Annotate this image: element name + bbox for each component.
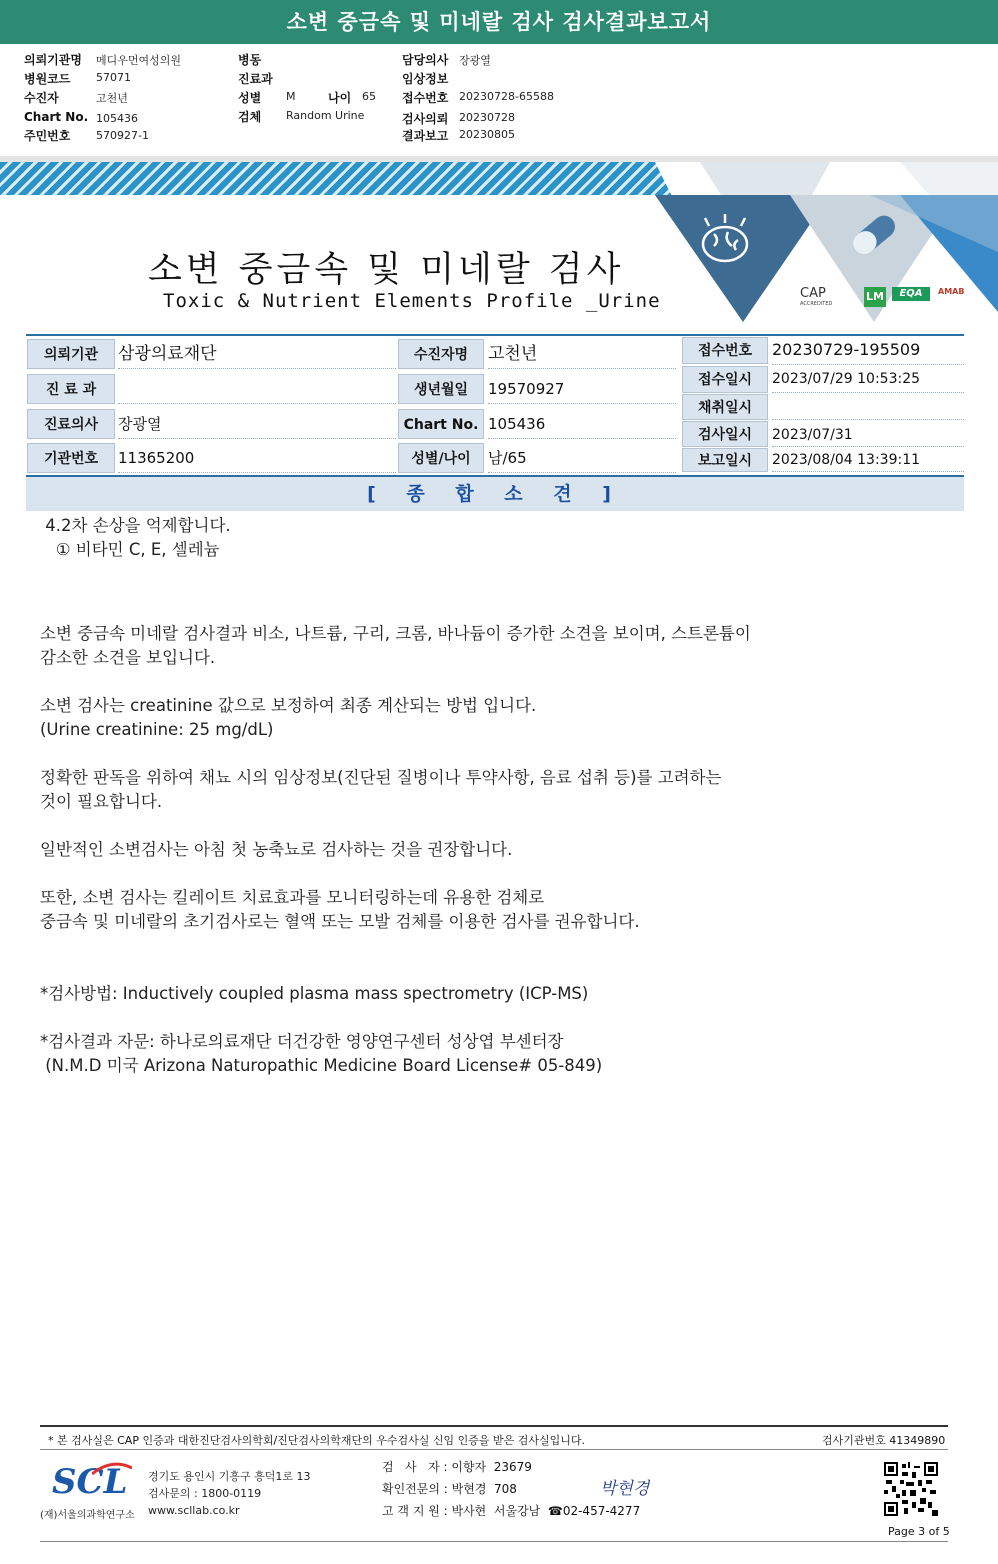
field-label: 의뢰기관 <box>27 339 115 369</box>
header-value: M <box>286 90 296 103</box>
header-value: 고천년 <box>96 92 128 105</box>
header-label: Chart No. <box>24 110 89 124</box>
opinion-line: *검사결과 자문: 하나로의료재단 더건강한 영양연구센터 성상엽 부센터장 <box>40 1032 564 1051</box>
lab-contact <box>148 1468 311 1519</box>
opinion-line: 정확한 판독을 위하여 채뇨 시의 임상정보(진단된 질병이나 투약사항, 음료 섭취 등)를 고려하는 <box>40 768 722 787</box>
field-value: 105436 <box>488 409 676 439</box>
lab-address: 경기도 용인시 기흥구 흥덕1로 13 <box>148 1470 311 1483</box>
header-value: 570927-1 <box>96 129 149 142</box>
amab-logo: AMAB <box>938 287 965 296</box>
signature: 박현경 <box>600 1479 650 1499</box>
spacer <box>40 562 940 586</box>
spacer <box>40 862 940 886</box>
header-label: 검체 <box>238 110 262 124</box>
opinion-line: 감소한 소견을 보입니다. <box>40 648 216 667</box>
lm-logo: LM <box>864 287 886 307</box>
opinion-line: ① 비타민 C, E, 셀레늄 <box>40 540 220 559</box>
header-label: 접수번호 <box>402 91 449 105</box>
header-label: 의뢰기관명 <box>24 53 82 67</box>
opinion-line: (N.M.D 미국 Arizona Naturopathic Medicine Board License# 05-849) <box>40 1056 603 1075</box>
opinion-line: 일반적인 소변검사는 아침 첫 농축뇨로 검사하는 것을 권장합니다. <box>40 840 513 859</box>
header-label: 성별 <box>238 91 262 105</box>
patient-header <box>0 44 998 157</box>
field-label: 접수일시 <box>682 366 768 393</box>
opinion-line: 중금속 및 미네랄의 초기검사로는 혈액 또는 모발 검체를 이용한 검사를 권유합니다. <box>40 912 640 931</box>
specialist: 확인전문의 : 박현경 708 <box>382 1482 517 1496</box>
spacer <box>40 934 940 958</box>
field-value <box>118 374 396 404</box>
opinion-line: *검사방법: Inductively coupled plasma mass spectrometry (ICP-MS) <box>40 984 589 1003</box>
opinion-line: 또한, 소변 검사는 킬레이트 치료효과를 모니터링하는데 유용한 검체로 <box>40 888 545 907</box>
spacer <box>40 670 940 694</box>
footer-divider <box>40 1541 948 1542</box>
field-value: 2023/07/29 10:53:25 <box>772 366 964 393</box>
field-value: 삼광의료재단 <box>118 339 396 369</box>
spacer <box>40 742 940 766</box>
header-label: 수진자 <box>24 91 59 105</box>
logo-swoosh-icon <box>92 1462 132 1476</box>
header-value: 메디우먼여성의원 <box>96 54 182 67</box>
field-label: 보고일시 <box>682 448 768 472</box>
field-label: 접수번호 <box>682 337 768 364</box>
spacer <box>40 586 940 610</box>
lab-website[interactable]: www.scllab.co.kr <box>148 1504 240 1517</box>
header-label: 진료과 <box>238 72 273 86</box>
header-value: 20230805 <box>459 128 515 141</box>
banner <box>0 162 998 334</box>
opinion-heading: [ 종 합 소 견 ] <box>26 475 964 511</box>
lab-name: (재)서울의과학연구소 <box>40 1510 135 1521</box>
field-label: 기관번호 <box>27 443 115 473</box>
customer-support: 고 객 지 원 : 박사현 서울강남 ☎02-457-4277 <box>382 1504 641 1518</box>
field-label: 채취일시 <box>682 394 768 420</box>
cap-logo-text: CAP <box>800 286 826 301</box>
header-label: 결과보고 <box>402 129 449 143</box>
field-label: 진 료 과 <box>27 374 115 404</box>
qr-code-icon <box>884 1462 938 1516</box>
header-label: 병동 <box>238 53 262 67</box>
header-value: 장광열 <box>459 54 491 67</box>
header-label: 검사의뢰 <box>402 112 449 126</box>
opinion-body <box>40 514 940 1078</box>
banner-title: 소변 중금속 및 미네랄 검사 <box>148 250 625 290</box>
opinion-line: 것이 필요합니다. <box>40 792 163 811</box>
accreditation-note: * 본 검사실은 CAP 인증과 대한진단검사의학회/진단검사의학재단의 우수검사실 신임 인증을 받은 검사실입니다. <box>48 1434 586 1447</box>
footer-divider <box>40 1449 948 1450</box>
scl-logo: SCL <box>52 1462 128 1502</box>
field-label: Chart No. <box>398 409 484 439</box>
field-label: 진료의사 <box>27 409 115 439</box>
field-value: 19570927 <box>488 374 676 404</box>
header-value: 20230728-65588 <box>459 90 554 103</box>
field-label: 성별/나이 <box>398 443 484 473</box>
spacer <box>40 958 940 982</box>
examiner: 검 사 자 : 이향자 23679 <box>382 1460 532 1474</box>
header-value: 105436 <box>96 112 138 125</box>
institution-code: 검사기관번호 41349890 <box>822 1434 946 1447</box>
cap-logo <box>800 286 832 307</box>
field-label: 수진자명 <box>398 339 484 369</box>
lab-phone: 검사문의 : 1800-0119 <box>148 1487 262 1500</box>
field-value: 장광열 <box>118 409 396 439</box>
header-value: 57071 <box>96 71 131 84</box>
header-value: Random Urine <box>286 109 365 122</box>
field-label: 검사일시 <box>682 421 768 447</box>
banner-subtitle: Toxic & Nutrient Elements Profile _Urine <box>163 290 661 312</box>
field-value: 남/65 <box>488 443 676 473</box>
header-label: 주민번호 <box>24 129 71 143</box>
opinion-line: 소변 검사는 creatinine 값으로 보정하여 최종 계산되는 방법 입니다. <box>40 696 537 715</box>
header-value: 20230728 <box>459 111 515 124</box>
page-number: Page 3 of 5 <box>888 1525 950 1538</box>
cap-accredited-text: ACCREDITED <box>800 301 833 307</box>
footer-rule <box>40 1425 948 1427</box>
field-value: 2023/07/31 <box>772 421 964 447</box>
field-value: 20230729-195509 <box>772 335 964 365</box>
opinion-line: (Urine creatinine: 25 mg/dL) <box>40 720 274 739</box>
field-value <box>772 394 964 420</box>
field-label: 생년월일 <box>398 374 484 404</box>
opinion-line: 4.2차 손상을 억제합니다. <box>40 516 231 535</box>
field-value: 고천년 <box>488 339 676 369</box>
field-value: 2023/08/04 13:39:11 <box>772 448 964 472</box>
spacer <box>40 1006 940 1030</box>
header-label: 병원코드 <box>24 72 71 86</box>
header-label: 임상정보 <box>402 72 449 86</box>
field-value: 11365200 <box>118 443 396 473</box>
header-value: 65 <box>362 90 376 103</box>
eqa-logo: EQA <box>892 287 930 301</box>
opinion-line: 소변 중금속 미네랄 검사결과 비소, 나트륨, 구리, 크롬, 바나듐이 증가한 소견을 보이며, 스트론튬이 <box>40 624 751 643</box>
report-title: 소변 중금속 및 미네랄 검사 검사결과보고서 <box>0 0 998 44</box>
header-label: 담당의사 <box>402 53 449 67</box>
header-label: 나이 <box>328 91 352 105</box>
spacer <box>40 814 940 838</box>
